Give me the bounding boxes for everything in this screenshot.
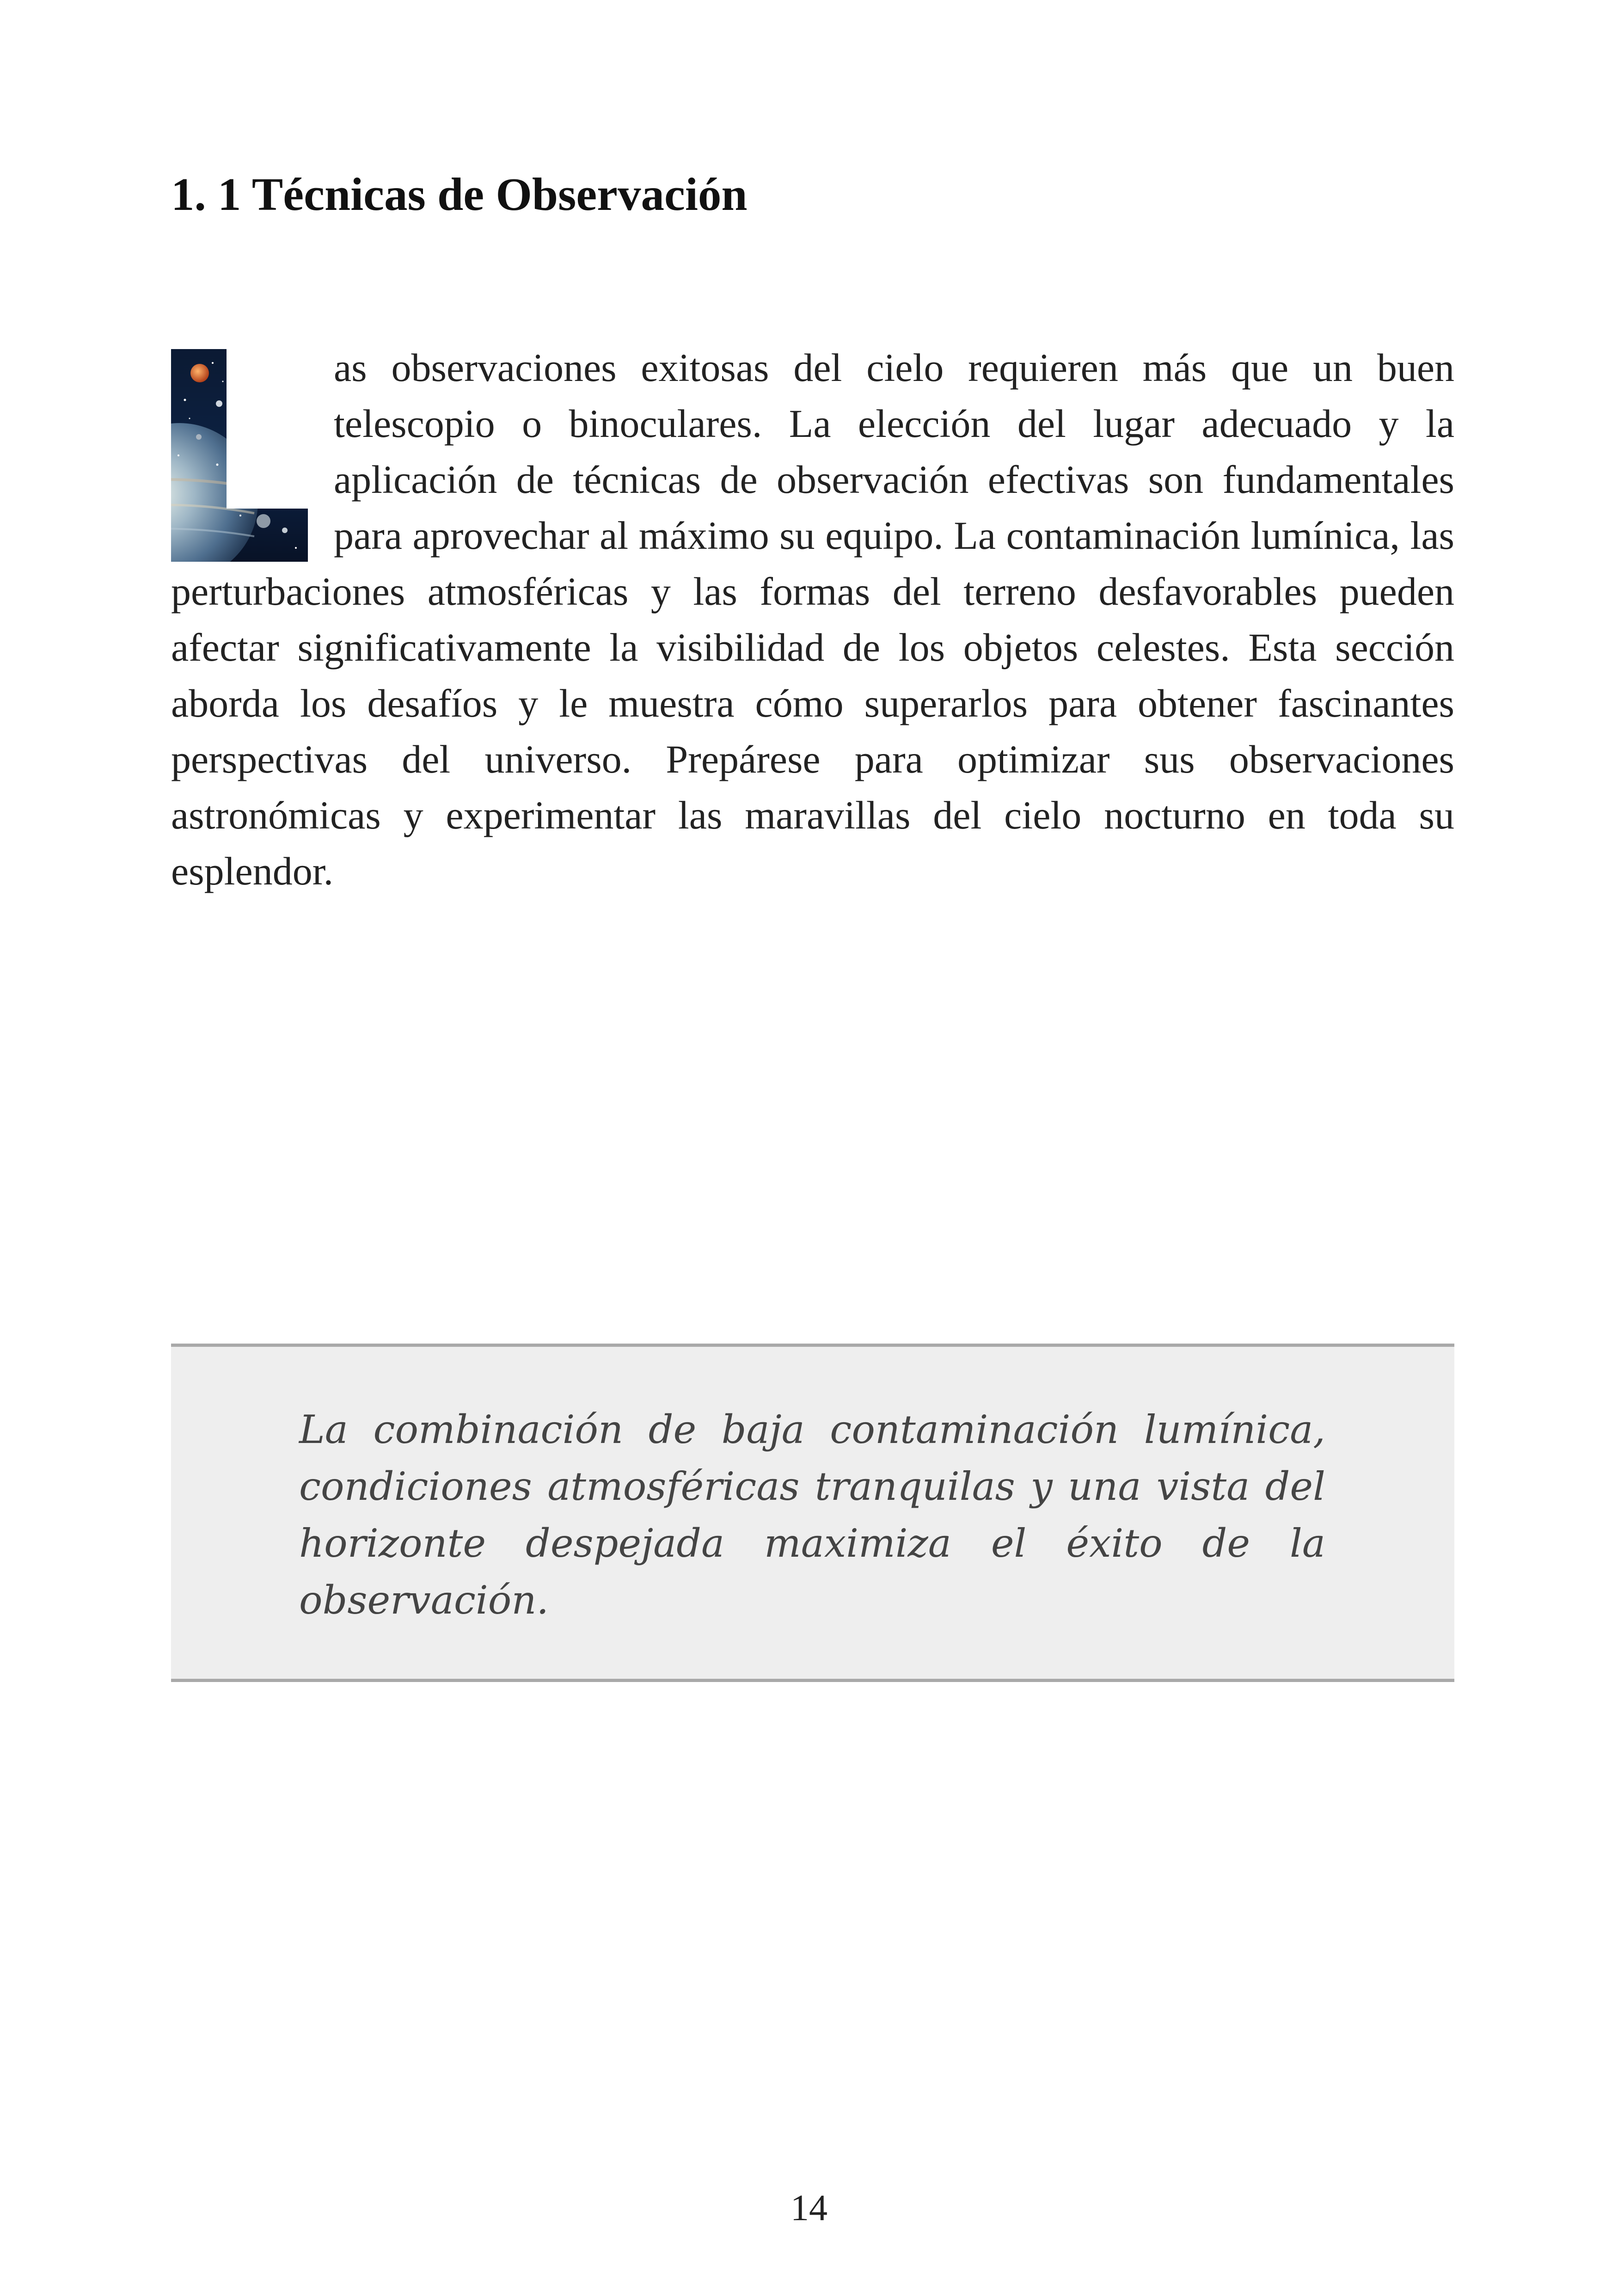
- callout-box: [171, 1344, 1454, 1682]
- intro-paragraph-text: as observaciones exitosas del cielo requieren más que un buen telescopio o binoculares. La elección del lugar adecuado y la aplicación de técnicas de observación efectivas son fundamentales para aprovechar al máximo su equipo. La contaminación lumínica, las perturbaciones atmosféricas y las formas del terreno desfavorables pueden afectar significativamente la visibilidad de los objetos celestes. Esta sección aborda los desafíos y le muestra cómo superarlos para obtener fascinantes perspectivas del universo. Prepárese para optimizar sus observaciones astronómicas y experimentar las maravillas del cielo nocturno en toda su esplendor.: [171, 345, 1454, 893]
- page-number: 14: [791, 2188, 827, 2228]
- callout-quote: La combinación de baja contaminación lumínica, condiciones atmosféricas tranquilas y una vista del horizonte despejada maximiza el éxito de la observación.: [299, 1407, 1325, 1623]
- intro-paragraph: [171, 340, 1454, 899]
- section-title: 1. 1 Técnicas de Observación: [171, 168, 748, 220]
- dropcap-l-space-icon: [171, 349, 308, 562]
